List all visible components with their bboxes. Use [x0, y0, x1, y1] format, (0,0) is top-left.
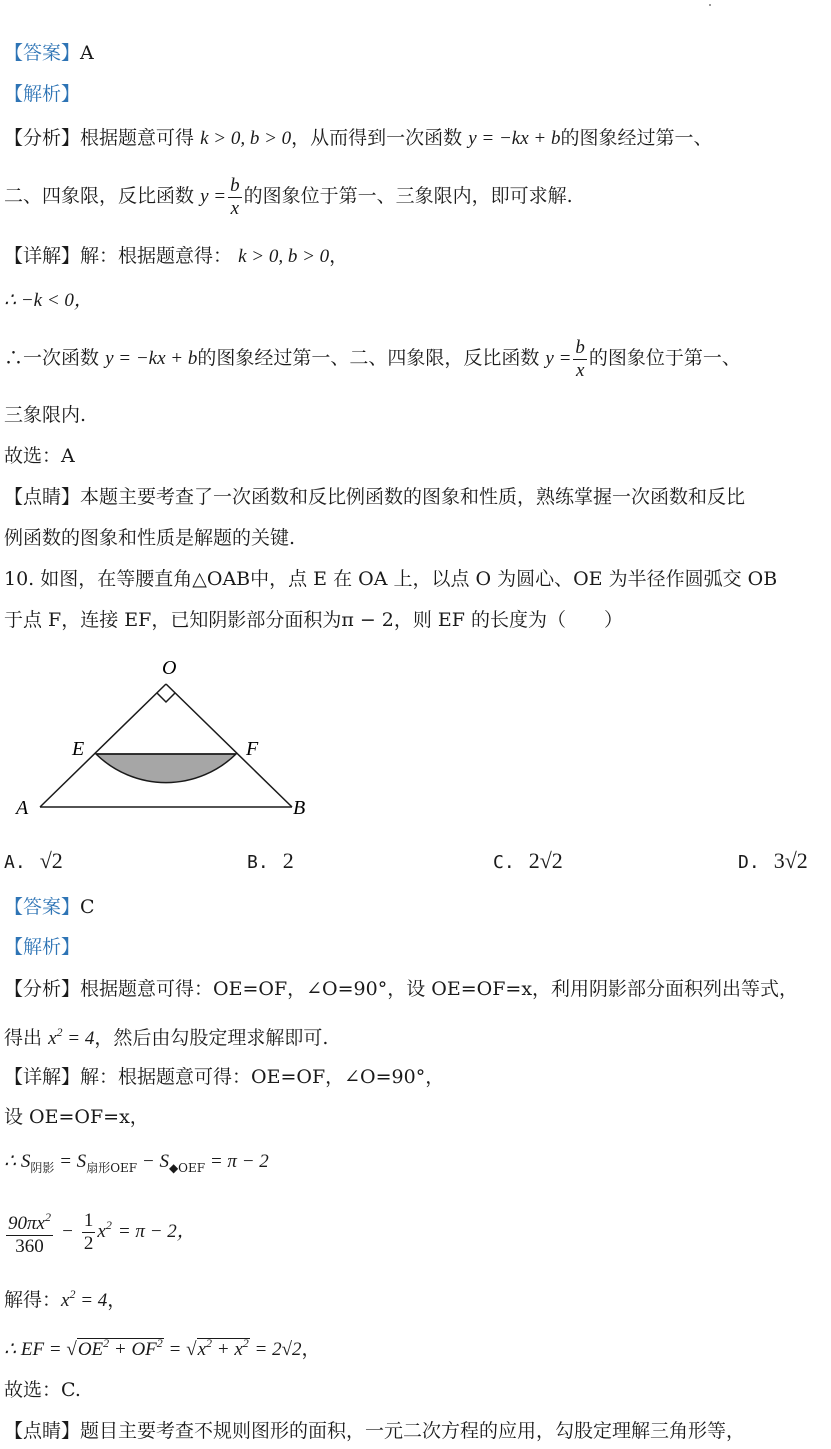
fenxi-text: 的图象位于第一、三象限内，即可求解. [243, 185, 573, 207]
q9-therefore-3 [4, 402, 827, 428]
q10-dianjing-1 [4, 1418, 827, 1444]
punct: ， [329, 245, 349, 267]
option-letter: A. [4, 852, 26, 873]
math-x-squared-eq-4: $x^2 = 4$ [48, 1025, 95, 1049]
q9-therefore-1 [4, 287, 827, 314]
fenxi-text: 二、四象限，反比函数 [4, 185, 195, 207]
right-angle-mark [157, 693, 175, 702]
fenxi-text: 得出 [4, 1027, 43, 1049]
therefore-text: ∴一次函数 [4, 347, 100, 369]
math-condition: k > 0, b > 0 [200, 128, 292, 149]
math-x-squared: $x^2$ [97, 1218, 112, 1242]
fenxi-text: 根据题意可得 [80, 127, 195, 149]
q9-fenxi-line1 [4, 125, 827, 152]
xiangjie-tag: 【详解】 [4, 1066, 81, 1088]
sub-shaded: 阴影 [30, 1161, 55, 1175]
math-linear-function: y = −kx + b [105, 348, 198, 369]
answer-tag: 【答案】 [4, 42, 81, 64]
q10-choose [4, 1377, 827, 1403]
solve-text: 解得： [4, 1289, 62, 1311]
q10-set-line [4, 1104, 827, 1130]
numerator: 90πx [8, 1213, 45, 1234]
math-text: = π − 2 [205, 1151, 269, 1172]
q9-xiangjie-line [4, 243, 827, 270]
q10-ef-line: ∴ EF = $√OE^2 + OF^2 = √x^2 + x^2 = 2√2$， [4, 1330, 827, 1363]
q10-area-equation [4, 1148, 827, 1181]
label-E: E [72, 738, 85, 760]
fenxi-text: ，从而得到一次函数 [291, 127, 463, 149]
denominator: 2 [83, 1232, 94, 1254]
fenxi-tag: 【分析】 [4, 127, 81, 149]
therefore-text: 的图象位于第一、 [588, 347, 741, 369]
fenxi-tag: 【分析】 [4, 978, 81, 1000]
fraction-b-over-x: $\frac{b}{x}$ [575, 336, 585, 381]
option-letter: D. [738, 852, 760, 873]
option-letter: C. [493, 852, 515, 873]
dianjing-text: 题目主要考查不规则图形的面积，一元二次方程的应用，勾股定理解三角形等， [80, 1420, 746, 1442]
sub-triangle: ◆OEF [168, 1161, 206, 1175]
xiangjie-tag: 【详解】 [4, 245, 81, 267]
punct: ， [301, 1338, 321, 1360]
choose-text: 故选：C. [4, 1379, 81, 1401]
q10-stem-2 [4, 607, 827, 633]
q9-choose [4, 443, 827, 469]
label-B: B [293, 797, 306, 819]
q9-fenxi-line2 [4, 172, 827, 221]
q10-solve-line [4, 1281, 827, 1314]
option-value: √2 [39, 848, 63, 873]
sqrt-x2-x2: $√x^2 + x^2$ [186, 1336, 249, 1360]
option-value: 2 [282, 848, 294, 873]
fenxi-text: 的图象经过第一、 [560, 127, 713, 149]
denominator: 360 [15, 1236, 44, 1257]
math-x-squared-eq-4: $x^2 = 4$ [61, 1287, 108, 1311]
answer-tag: 【答案】 [4, 896, 81, 918]
q10-xiangjie-1 [4, 1064, 827, 1090]
q9-answer-line [4, 40, 827, 66]
math-text: ∴ EF = [4, 1339, 67, 1360]
q9-dianjing-2 [4, 525, 827, 551]
label-O: O [162, 657, 177, 679]
analysis-tag: 【解析】 [4, 83, 81, 105]
q9-dianjing-1 [4, 484, 827, 510]
dianjing-tag: 【点睛】 [4, 1420, 81, 1442]
sub-sector: 扇形OEF [86, 1161, 138, 1175]
dianjing-tag: 【点睛】 [4, 486, 81, 508]
option-B [247, 848, 294, 874]
stem-text: 10. 如图，在等腰直角△OAB中，点 E 在 OA 上，以点 O 为圆心、OE 为半径作圆弧交 OB [4, 568, 778, 590]
set-text: 设 OE=OF=x， [4, 1106, 149, 1128]
option-letter: B. [247, 852, 269, 873]
therefore-text: 三象限内. [4, 404, 87, 426]
math-linear-function: y = −kx + b [468, 128, 561, 149]
q9-therefore-2 [4, 332, 827, 385]
math-y-equals: y = [545, 348, 572, 369]
q10-fenxi-2 [4, 1019, 827, 1052]
answer-value: A [80, 42, 94, 64]
fraction-b-over-x: $\frac{b}{x}$ [230, 174, 240, 219]
q10-stem-1 [4, 566, 827, 592]
fraction-half [82, 1210, 96, 1255]
math-text: ∴ S [4, 1151, 31, 1172]
xiangjie-text: 解：根据题意可得：OE=OF，∠O=90°， [80, 1066, 445, 1088]
minus-sign: − [61, 1221, 74, 1242]
option-D [738, 848, 808, 874]
q10-fraction-equation [4, 1198, 827, 1259]
xiangjie-text: 解：根据题意得： [80, 245, 233, 267]
label-F: F [246, 738, 259, 760]
option-C [493, 848, 563, 874]
analysis-tag: 【解析】 [4, 936, 81, 958]
option-A [4, 848, 63, 874]
side-OA [40, 684, 166, 807]
fenxi-text: ，然后由勾股定理求解即可. [94, 1027, 329, 1049]
numerator: 1 [83, 1209, 94, 1231]
sqrt-oe-of: $√OE^2 + OF^2$ [66, 1336, 163, 1360]
math-text: − S [137, 1151, 169, 1172]
side-OB [166, 684, 292, 807]
q10-fenxi-1 [4, 976, 827, 1002]
therefore-text: 的图象经过第一、二、四象限，反比函数 [197, 347, 540, 369]
punct: ， [107, 1289, 127, 1311]
triangle-figure [12, 652, 322, 822]
choose-text: 故选：A [4, 445, 75, 467]
scan-mark [709, 4, 711, 6]
shaded-segment [96, 754, 236, 783]
option-value: 2√2 [528, 848, 563, 873]
q10-answer-line [4, 894, 827, 920]
label-A: A [16, 797, 29, 819]
math-text: = S [54, 1151, 87, 1172]
math-y-equals: y = [200, 186, 227, 207]
fraction-sector-area: $\frac{90\pi x^2}{360}$ [6, 1206, 53, 1258]
math-therefore: ∴ −k < 0， [4, 290, 93, 311]
fenxi-text: 根据题意可得：OE=OF，∠O=90°，设 OE=OF=x，利用阴影部分面积列出等式， [80, 978, 799, 1000]
stem-text: 于点 F，连接 EF，已知阴影部分面积为π − 2，则 EF 的长度为（ ） [4, 609, 624, 631]
math-condition: k > 0, b > 0 [238, 246, 330, 267]
q10-analysis-tag [4, 934, 827, 960]
dianjing-text: 例函数的图象和性质是解题的关键. [4, 527, 296, 549]
q9-analysis-tag [4, 81, 827, 107]
math-text: = π − 2， [117, 1221, 196, 1242]
answer-value: C [80, 896, 95, 918]
option-value: 3√2 [773, 848, 808, 873]
dianjing-text: 本题主要考查了一次函数和反比例函数的图象和性质，熟练掌握一次函数和反比 [80, 486, 746, 508]
